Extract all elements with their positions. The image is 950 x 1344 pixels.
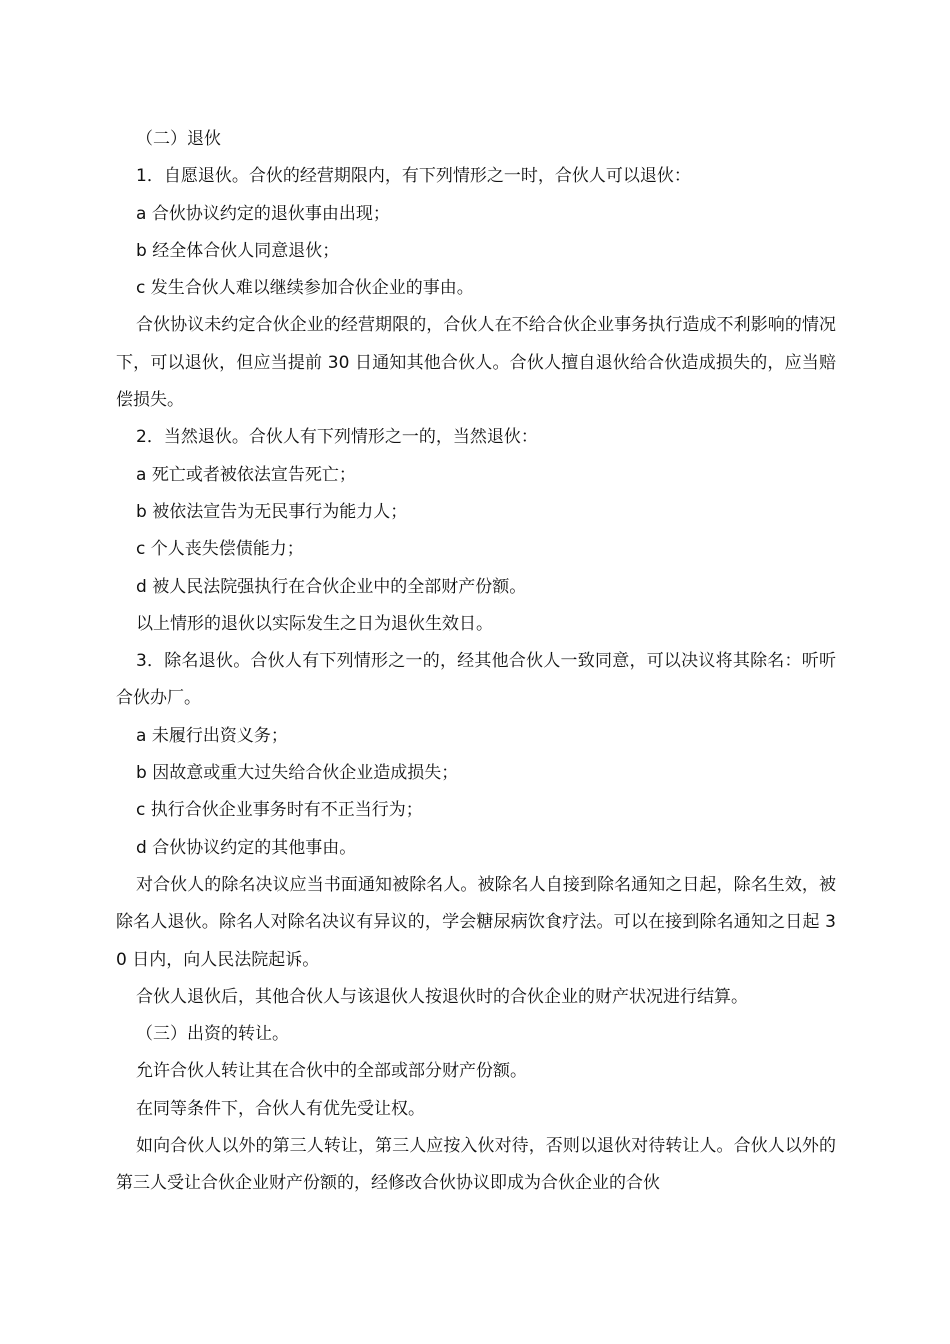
paragraph: 如向合伙人以外的第三人转让，第三人应按入伙对待，否则以退伙对待转让人。合伙人以外的第三人受让合伙企业财产份额的，经修改合伙协议即成为合伙企业的合伙 <box>116 1136 836 1194</box>
paragraph: 合伙人退伙后，其他合伙人与该退伙人按退伙时的合伙企业的财产状况进行结算。 <box>136 986 748 1007</box>
list-item: d 合伙协议约定的其他事由。 <box>136 837 357 858</box>
list-item: a 死亡或者被依法宣告死亡； <box>136 464 356 485</box>
list-item: a 未履行出资义务； <box>136 725 288 746</box>
paragraph-voluntary-withdrawal: 1．自愿退伙。合伙的经营期限内，有下列情形之一时，合伙人可以退伙： <box>136 166 691 187</box>
paragraph: 允许合伙人转让其在合伙中的全部或部分财产份额。 <box>136 1061 527 1082</box>
paragraph: 对合伙人的除名决议应当书面通知被除名人。被除名人自接到除名通知之日起，除名生效，被除名人退伙。除名人对除名决议有异议的，学会糖尿病饮食疗法。可以在接到除名通知之日起 30 日内，向人民法院起诉。 <box>116 874 836 970</box>
list-item: c 个人丧失偿债能力； <box>136 539 304 560</box>
section-heading-withdrawal: （二）退伙 <box>136 129 221 149</box>
paragraph-expulsion: 3．除名退伙。合伙人有下列情形之一的，经其他合伙人一致同意，可以决议将其除名：听听合伙办厂。 <box>116 651 836 709</box>
section-heading-transfer: （三）出资的转让。 <box>136 1024 289 1045</box>
document-body <box>116 121 836 1203</box>
list-item: d 被人民法院强执行在合伙企业中的全部财产份额。 <box>136 576 527 597</box>
list-item: c 发生合伙人难以继续参加合伙企业的事由。 <box>136 278 474 299</box>
list-item: c 执行合伙企业事务时有不正当行为； <box>136 800 423 821</box>
paragraph: 以上情形的退伙以实际发生之日为退伙生效日。 <box>136 613 493 634</box>
paragraph-automatic-withdrawal: 2．当然退伙。合伙人有下列情形之一的，当然退伙： <box>136 427 538 448</box>
list-item: a 合伙协议约定的退伙事由出现； <box>136 203 390 224</box>
paragraph: 合伙协议未约定合伙企业的经营期限的，合伙人在不给合伙企业事务执行造成不利影响的情况下，可以退伙，但应当提前 30 日通知其他合伙人。合伙人擅自退伙给合伙造成损失的，应当赔偿损失。 <box>116 315 836 411</box>
paragraph: 在同等条件下，合伙人有优先受让权。 <box>136 1098 425 1119</box>
list-item: b 经全体合伙人同意退伙； <box>136 240 340 261</box>
list-item: b 被依法宣告为无民事行为能力人； <box>136 501 408 522</box>
list-item: b 因故意或重大过失给合伙企业造成损失； <box>136 763 459 784</box>
